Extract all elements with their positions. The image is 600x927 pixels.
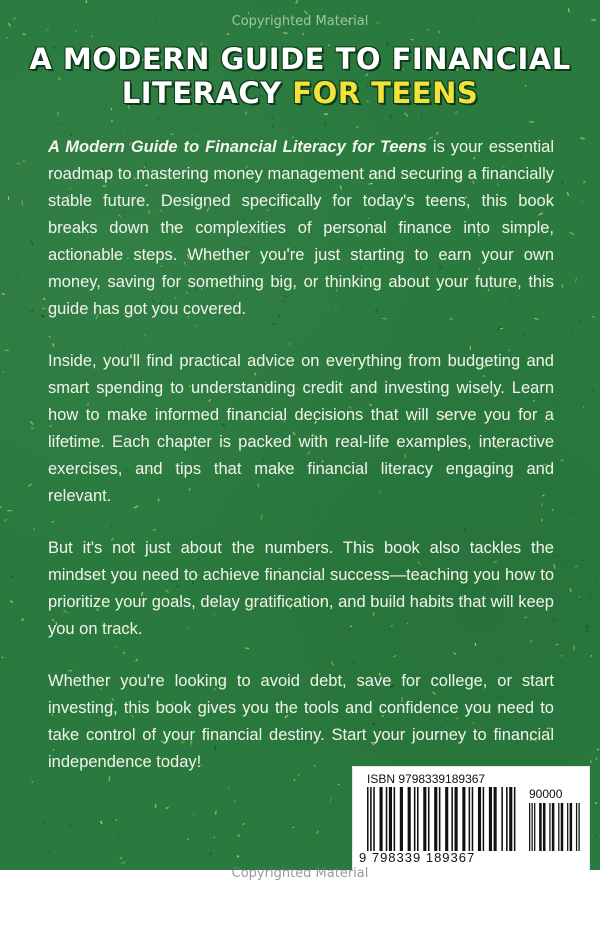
- paragraph-2: Inside, you'll find practical advice on everything from budgeting and smart spending to understanding credit and investing wisely. Learn how to make informed financial decisions that will serve you for a lifetime. Each chapter is packed with real-life examples, interactive exercises, and tips that make financial literacy engaging and relevant.: [48, 352, 554, 505]
- isbn-label: ISBN 9798339189367: [367, 772, 486, 786]
- paragraph-3: But it's not just about the numbers. This book also tackles the mindset you need to achieve financial success—teaching you how to prioritize your goals, delay gratification, and build habits that will keep you on track.: [48, 539, 554, 638]
- barcode-box: [352, 766, 590, 870]
- paragraph-1: [48, 134, 554, 323]
- price-barcode: [529, 803, 581, 851]
- title-line-2: [0, 76, 600, 110]
- blurb: [48, 134, 554, 801]
- watermark-top: Copyrighted Material: [231, 14, 369, 29]
- title-line-1: A MODERN GUIDE TO FINANCIAL: [29, 42, 571, 76]
- title-line-2-accent: FOR TEENS: [292, 76, 479, 110]
- watermark-bottom: Copyrighted Material: [231, 866, 369, 881]
- paragraph-1-rest: is your essential roadmap to mastering money management and securing a financially stable future. Designed specifically for today's teens, this book breaks down the complexities of personal finance into simple, actionable steps. Whether you're just starting to earn your own money, saving for something big, or thinking about your future, this guide has got you covered.: [48, 138, 555, 318]
- title-line-2-white: LITERACY: [121, 76, 293, 110]
- paragraph-1-lead: A Modern Guide to Financial Literacy for Teens: [48, 138, 427, 156]
- barcode-digits: 9 798339 189367: [359, 850, 476, 865]
- book-title: [0, 42, 600, 110]
- paragraph-4: Whether you're looking to avoid debt, save for college, or start investing, this book gives you the tools and confidence you need to take control of your financial destiny. Start your journey to financial independence today!: [48, 672, 554, 771]
- isbn-barcode: [367, 787, 517, 851]
- price-code: 90000: [529, 787, 563, 801]
